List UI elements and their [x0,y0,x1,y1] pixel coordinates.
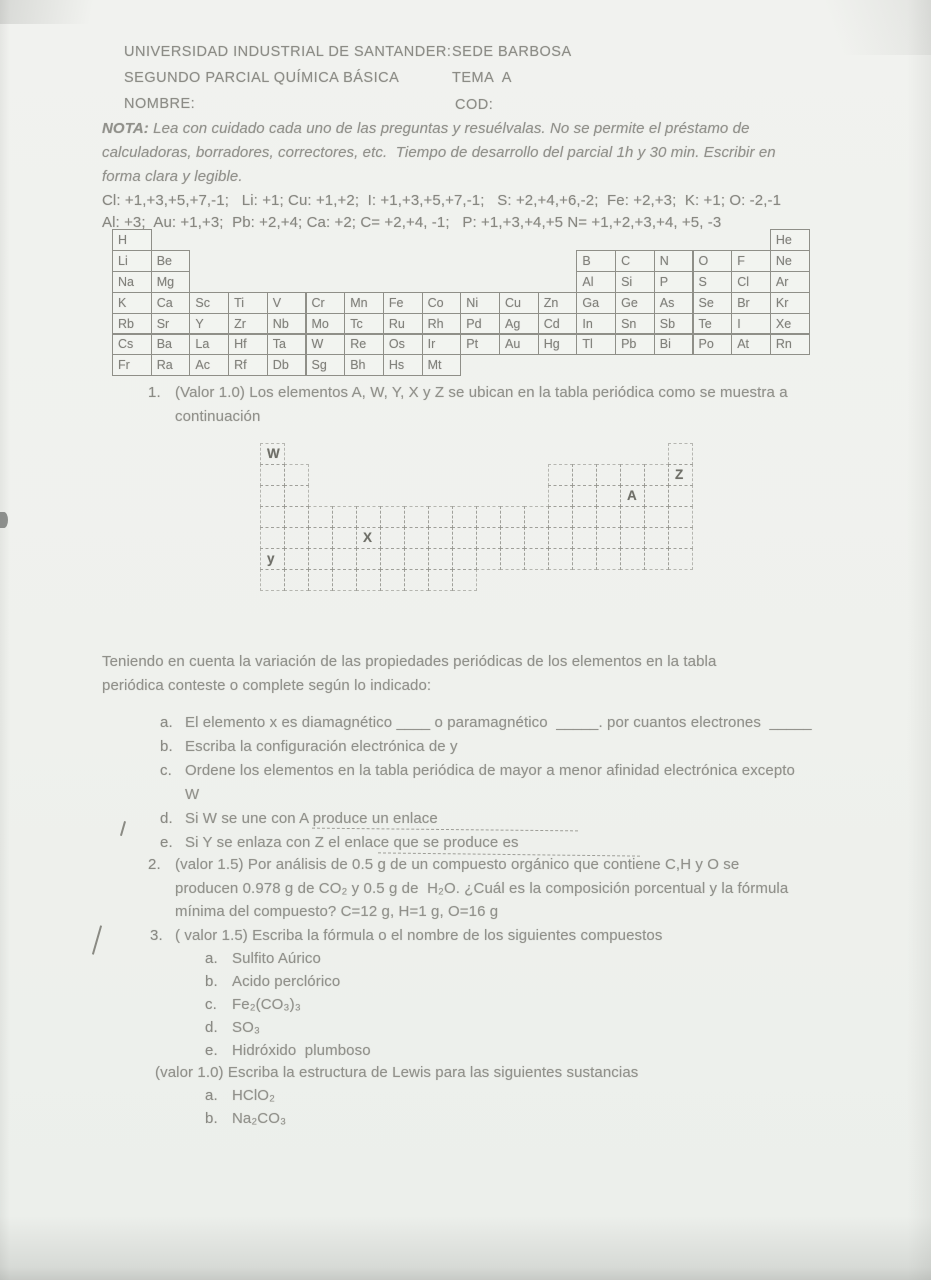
item-d-label: d. [160,810,173,827]
sketch-cell [332,569,357,591]
question3-item-e-text: Hidróxido plumboso [232,1042,371,1059]
sketch-cell [332,506,357,528]
element-cell-O: O [693,250,733,272]
element-cell-Ir: Ir [422,334,462,356]
question3-item-b-label: b. [205,973,218,990]
sketch-cell [524,506,549,528]
sketch-cell [548,548,573,570]
question3-text: ( valor 1.5) Escriba la fórmula o el nombre de los siguientes compuestos [175,927,663,944]
element-cell-Mn: Mn [344,292,384,314]
sketch-cell [284,527,309,549]
question4-item-b-text: Na₂CO₃ [232,1110,287,1127]
scan-corner-shadow-topleft [0,0,130,24]
sketch-cell [308,569,333,591]
element-cell-Al: Al [576,271,616,293]
sketch-cell [356,548,381,570]
item-d-answer-line [312,828,578,832]
question3-item-e-label: e. [205,1042,218,1059]
sketch-cell [668,443,693,465]
element-cell-Mt: Mt [422,354,462,376]
sketch-cell [428,506,453,528]
nota-label: NOTA: [102,120,149,137]
element-cell-Ba: Ba [151,334,191,356]
element-cell-Ga: Ga [576,292,616,314]
sketch-cell [620,548,645,570]
element-cell-Xe: Xe [770,313,810,335]
item-b-label: b. [160,738,173,755]
sketch-cell [572,464,597,486]
question4-item-a-label: a. [205,1087,218,1104]
element-cell-Ti: Ti [228,292,268,314]
sketch-cell [380,506,405,528]
periodic-table-sketch [260,443,694,592]
sketch-letter-y: y [267,551,275,566]
element-cell-Co: Co [422,292,462,314]
sketch-cell [620,464,645,486]
sketch-cell [404,527,429,549]
sketch-letter-W: W [267,446,280,461]
element-cell-Rf: Rf [228,354,268,376]
item-e-label: e. [160,834,173,851]
element-cell-Ni: Ni [460,292,500,314]
sketch-cell [308,527,333,549]
question4-text: (valor 1.0) Escriba la estructura de Lewis para las siguientes sustancias [155,1064,639,1081]
sketch-cell [668,527,693,549]
element-cell-Cl: Cl [731,271,771,293]
element-cell-Nb: Nb [267,313,307,335]
sketch-cell [500,506,525,528]
pencil-slash-mark [120,821,126,836]
sketch-cell [380,527,405,549]
sketch-letter-Z: Z [675,467,684,482]
element-cell-Tc: Tc [344,313,384,335]
sketch-cell [644,506,669,528]
sketch-cell [428,548,453,570]
question4-item-a-text: HClO₂ [232,1087,275,1104]
sketch-cell [284,464,309,486]
element-cell-Ca: Ca [151,292,191,314]
element-cell-Cr: Cr [306,292,346,314]
element-cell-Fr: Fr [112,354,152,376]
instructions-line-2: periódica conteste o complete según lo indicado: [102,677,432,694]
sketch-cell [620,527,645,549]
sketch-cell [644,527,669,549]
element-cell-Be: Be [151,250,191,272]
element-cell-Pb: Pb [615,334,655,356]
element-cell-P: P [654,271,694,293]
element-cell-Cd: Cd [538,313,578,335]
element-cell-C: C [615,250,655,272]
element-cell-Fe: Fe [383,292,423,314]
element-cell-Re: Re [344,334,384,356]
element-cell-Mo: Mo [306,313,346,335]
sketch-letter-A: A [627,488,637,503]
element-cell-Os: Os [383,334,423,356]
element-cell-Na: Na [112,271,152,293]
sketch-cell [548,485,573,507]
nota-text: Lea con cuidado cada uno de las preguntas y resuélvalas. No se permite el préstamo de [148,120,750,137]
sketch-cell [428,569,453,591]
sketch-cell [644,548,669,570]
oxidation-states-line-2: Al: +3; Au: +1,+3; Pb: +2,+4; Ca: +2; C= +2,+4, -1; P: +1,+3,+4,+5 N= +1,+2,+3,+4, +5, -3 [102,214,722,231]
scan-edge-shadow-right [907,0,931,1280]
question2-line-2: producen 0.978 g de CO₂ y 0.5 g de H₂O. ¿Cuál es la composición porcentual y la fórmula [175,880,789,897]
sketch-cell [380,569,405,591]
element-cell-Sn: Sn [615,313,655,335]
periodic-table [112,229,811,377]
pencil-slash-mark-q3 [92,925,102,954]
item-c-label: c. [160,762,172,779]
element-cell-Rb: Rb [112,313,152,335]
sketch-cell [356,569,381,591]
question2-line-3: mínima del compuesto? C=12 g, H=1 g, O=16 g [175,903,499,920]
sketch-cell [548,506,573,528]
sketch-cell [644,485,669,507]
element-cell-La: La [189,334,229,356]
element-cell-Sr: Sr [151,313,191,335]
sketch-cell [332,527,357,549]
element-cell-Te: Te [693,313,733,335]
item-e-text: Si Y se enlaza con Z el enlace que se produce es [185,834,519,851]
question3-item-c-label: c. [205,996,217,1013]
sketch-cell [668,548,693,570]
sketch-cell [476,506,501,528]
element-cell-Po: Po [693,334,733,356]
question1-text-line-1: (Valor 1.0) Los elementos A, W, Y, X y Z se ubican en la tabla periódica como se muestra a [175,384,788,401]
question3-item-a-label: a. [205,950,218,967]
element-cell-Br: Br [731,292,771,314]
sketch-cell [260,464,285,486]
sketch-cell [572,527,597,549]
sketch-cell [668,506,693,528]
question1-text-line-2: continuación [175,408,261,425]
element-cell-Ne: Ne [770,250,810,272]
element-cell-Ru: Ru [383,313,423,335]
element-cell-In: In [576,313,616,335]
element-cell-Si: Si [615,271,655,293]
sketch-cell [524,548,549,570]
question3-item-d-text: SO₃ [232,1019,261,1036]
header-topic: TEMA A [452,70,512,86]
element-cell-Bh: Bh [344,354,384,376]
nota-line-2: calculadoras, borradores, correctores, etc. Tiempo de desarrollo del parcial 1h y 30 min. Escribir en [102,144,776,161]
element-cell-F: F [731,250,771,272]
sketch-cell [428,527,453,549]
element-cell-Hf: Hf [228,334,268,356]
sketch-cell [596,464,621,486]
sketch-cell [668,485,693,507]
instructions-line-1: Teniendo en cuenta la variación de las propiedades periódicas de los elementos en la tabla [102,653,717,670]
element-cell-Ge: Ge [615,292,655,314]
sketch-cell [260,506,285,528]
sketch-cell [476,527,501,549]
sketch-cell [524,527,549,549]
sketch-cell [332,548,357,570]
element-cell-W: W [306,334,346,356]
sketch-cell [572,485,597,507]
element-cell-Ra: Ra [151,354,191,376]
scan-edge-shadow-left [0,0,10,1280]
header-campus: SEDE BARBOSA [452,44,572,60]
sketch-cell [404,569,429,591]
sketch-cell [476,548,501,570]
element-cell-Sg: Sg [306,354,346,376]
sketch-cell [572,548,597,570]
nota-line-3: forma clara y legible. [102,168,243,185]
sketch-cell [404,506,429,528]
sketch-letter-X: X [363,530,373,545]
element-cell-Bi: Bi [654,334,694,356]
question3-item-d-label: d. [205,1019,218,1036]
sketch-cell [284,485,309,507]
item-a-text: El elemento x es diamagnético ____ o paramagnético _____. por cuantos electrones _____ [185,714,812,731]
question3-item-a-text: Sulfito Aúrico [232,950,321,967]
element-cell-Hg: Hg [538,334,578,356]
element-cell-Sc: Sc [189,292,229,314]
element-cell-Zn: Zn [538,292,578,314]
sketch-cell [500,527,525,549]
sketch-cell [548,464,573,486]
element-cell-Li: Li [112,250,152,272]
item-c-text-line-2: W [185,786,200,803]
question3-number: 3. [150,927,163,944]
element-cell-Sb: Sb [654,313,694,335]
element-cell-Db: Db [267,354,307,376]
oxidation-states-line-1: Cl: +1,+3,+5,+7,-1; Li: +1; Cu: +1,+2; I: +1,+3,+5,+7,-1; S: +2,+4,+6,-2; Fe: +2,+3; K: +1; O: -2,-1 [102,192,782,209]
question1-number: 1. [148,384,161,401]
sketch-cell [260,569,285,591]
sketch-cell [452,548,477,570]
sketch-cell [452,569,477,591]
element-cell-Pd: Pd [460,313,500,335]
item-b-text: Escriba la configuración electrónica de y [185,738,458,755]
element-cell-Au: Au [499,334,539,356]
element-cell-Rn: Rn [770,334,810,356]
sketch-cell [284,569,309,591]
sketch-cell [404,548,429,570]
nota-line-1 [102,120,750,137]
sketch-cell [596,548,621,570]
element-cell-He: He [770,229,810,251]
sketch-cell [572,506,597,528]
sketch-cell [596,506,621,528]
header-exam-title: SEGUNDO PARCIAL QUÍMICA BÁSICA [124,70,400,86]
sketch-cell [260,527,285,549]
element-cell-S: S [693,271,733,293]
element-cell-H: H [112,229,152,251]
scan-edge-mark [0,512,8,528]
element-cell-Rh: Rh [422,313,462,335]
sketch-cell [308,548,333,570]
element-cell-As: As [654,292,694,314]
element-cell-Cu: Cu [499,292,539,314]
element-cell-Ac: Ac [189,354,229,376]
element-cell-Mg: Mg [151,271,191,293]
item-a-label: a. [160,714,173,731]
sketch-cell [620,506,645,528]
sketch-cell [596,485,621,507]
sketch-cell [308,506,333,528]
sketch-cell [284,506,309,528]
element-cell-B: B [576,250,616,272]
question3-item-b-text: Acido perclórico [232,973,341,990]
question2-number: 2. [148,856,161,873]
sketch-cell [284,548,309,570]
sketch-cell [260,485,285,507]
sketch-cell [452,506,477,528]
sketch-cell [596,527,621,549]
element-cell-At: At [731,334,771,356]
question3-item-c-text: Fe₂(CO₃)₃ [232,996,301,1013]
element-cell-Hs: Hs [383,354,423,376]
sketch-cell [452,527,477,549]
question2-line-1: (valor 1.5) Por análisis de 0.5 g de un compuesto orgánico que contiene C,H y O se [175,856,740,873]
sketch-cell [380,548,405,570]
sketch-cell [548,527,573,549]
element-cell-Kr: Kr [770,292,810,314]
question4-item-b-label: b. [205,1110,218,1127]
sketch-cell [500,548,525,570]
sketch-cell [644,464,669,486]
element-cell-Pt: Pt [460,334,500,356]
element-cell-Se: Se [693,292,733,314]
header-code-label: COD: [455,97,494,113]
element-cell-Ar: Ar [770,271,810,293]
element-cell-N: N [654,250,694,272]
element-cell-I: I [731,313,771,335]
element-cell-V: V [267,292,307,314]
element-cell-Ta: Ta [267,334,307,356]
element-cell-K: K [112,292,152,314]
header-university: UNIVERSIDAD INDUSTRIAL DE SANTANDER: [124,44,452,60]
header-name-label: NOMBRE: [124,96,196,112]
element-cell-Cs: Cs [112,334,152,356]
item-d-text: Si W se une con A produce un enlace [185,810,438,827]
sketch-cell [356,506,381,528]
element-cell-Tl: Tl [576,334,616,356]
element-cell-Ag: Ag [499,313,539,335]
element-cell-Zr: Zr [228,313,268,335]
element-cell-Y: Y [189,313,229,335]
item-c-text: Ordene los elementos en la tabla periódica de mayor a menor afinidad electrónica excepto [185,762,795,779]
